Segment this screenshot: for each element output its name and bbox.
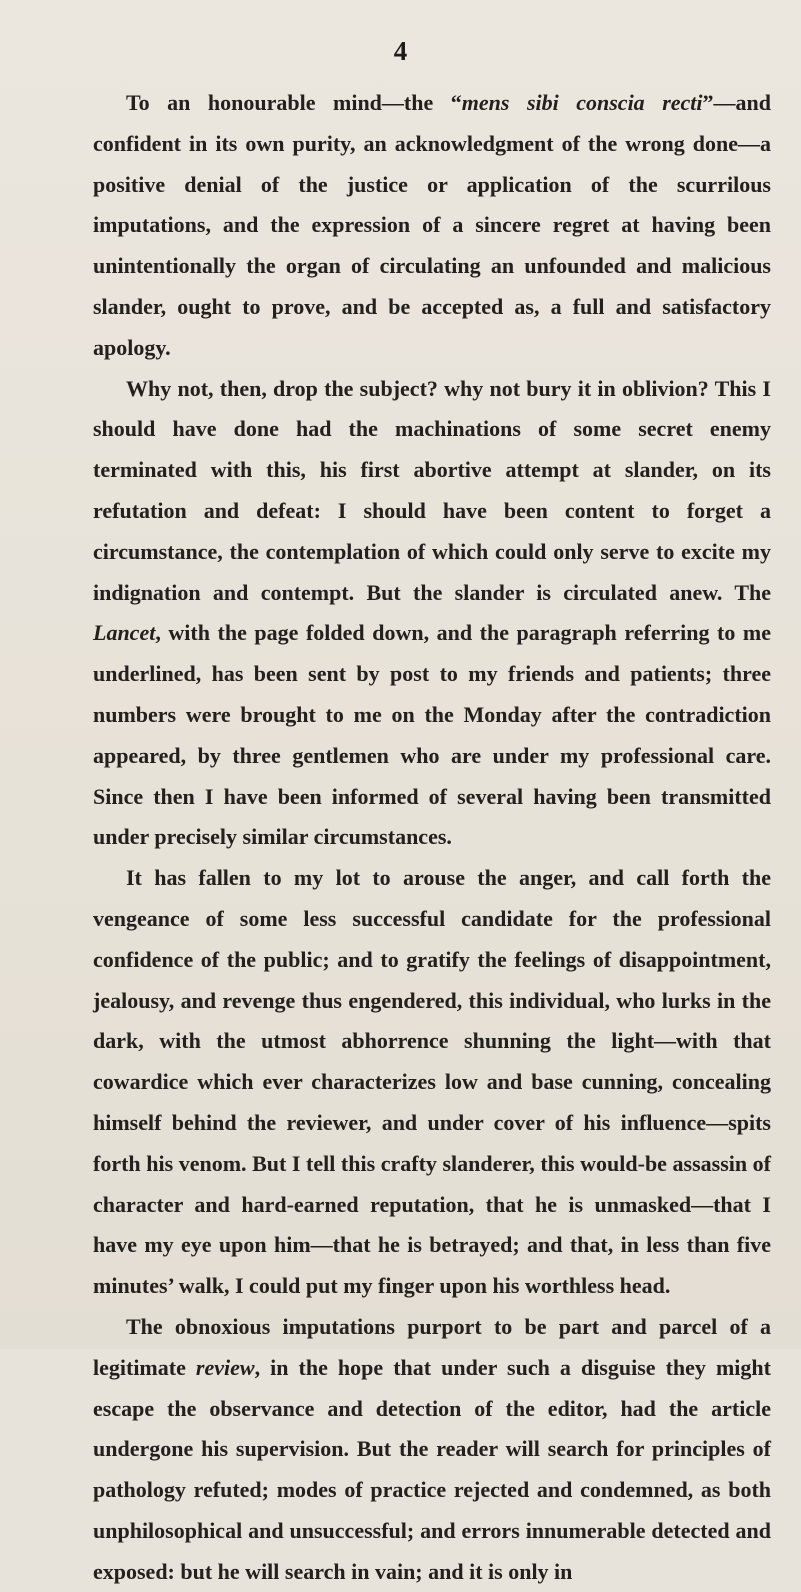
paragraph-2 bbox=[93, 369, 771, 859]
body-text bbox=[93, 83, 771, 1592]
paragraph-4 bbox=[93, 1307, 771, 1592]
paragraph-1 bbox=[93, 83, 771, 369]
paragraph-1-opening: To an honourable mind—the “ bbox=[126, 90, 462, 115]
paragraph-3: It has fallen to my lot to arouse the anger, and call forth the vengeance of some less successful candidate for the professional confidence of the public; and to gratify the feelings of disappointment, jealousy, and revenge thus engendered, this individual, who lurks in the dark, with the utmost abhorrence shunning the light—with that cowardice which ever characterizes low and base cunning, concealing himself behind the reviewer, and under cover of his influence—spits forth his venom. But I tell this crafty slanderer, this would-be assassin of character and hard-earned reputation, that he is unmasked—that I have my eye upon him—that he is betrayed; and that, in less than five minutes’ walk, I could put my finger upon his worthless head. bbox=[93, 865, 771, 1299]
page-number: 4 bbox=[393, 36, 408, 66]
journal-title: Lancet bbox=[93, 620, 156, 646]
paragraph-1-remainder: ”—and confident in its own purity, an acknowledgment of the wrong done—a positive denial of the justice or application of the scurrilous imputations, and the expression of a sincere regret at having been unintentionally the organ of circulating an unfounded and malicious slander, ought to prove, and be accepted as, a full and satisfactory apology. bbox=[93, 90, 771, 360]
paragraph-4-opening: The obnoxious imputations purport to be part and parcel of a legitimate bbox=[93, 1313, 771, 1380]
latin-quotation: mens sibi conscia recti bbox=[461, 90, 703, 115]
paragraph-2-remainder: , with the page folded down, and the paragraph referring to me underlined, has been sent by post to my friends and patients; three numbers were brought to me on the Monday after the contradiction appeared, by three gentlemen who are under my professional care. Since then I have been informed of several having been transmitted under precisely similar circumstances. bbox=[93, 620, 771, 850]
paragraph-2-opening: Why not, then, drop the subject? why not bury it in oblivion? This I should have done had the machinations of some secret enemy terminated with this, his first abortive attempt at slander, on its refutation and defeat: I should have been content to forget a circumstance, the contemplation of which could only serve to excite my indignation and contempt. But the slander is circulated anew. The bbox=[93, 375, 771, 605]
paragraph-4-remainder: , in the hope that under such a disguise they might escape the observance and detection of the editor, had the article undergone his supervision. But the reader will search for principles of pathology refuted; modes of practice rejected and condemned, as both unphilosophical and unsuccessful; and errors innumerable detected and exposed: but he will search in vain; and it is only in bbox=[93, 1354, 771, 1584]
review-emphasis: review bbox=[195, 1354, 255, 1380]
